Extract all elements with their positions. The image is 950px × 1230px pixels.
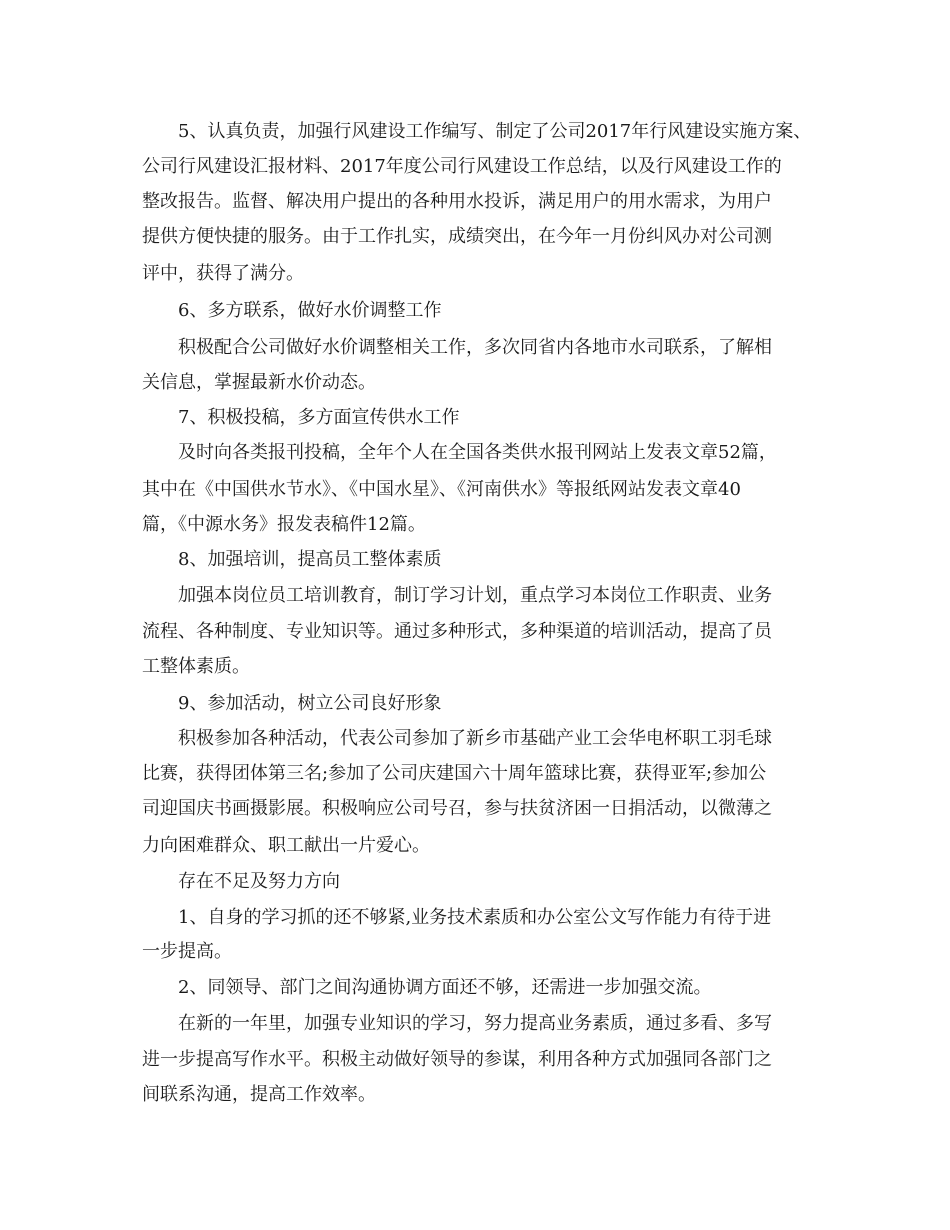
paragraph-9-line-1: 积极参加各种活动，代表公司参加了新乡市基础产业工会华电杯职工羽毛球: [178, 728, 772, 749]
heading-8: 8、加强培训，提高员工整体素质: [178, 549, 442, 570]
paragraph-6-line-2: 关信息，掌握最新水价动态。: [142, 372, 376, 393]
paragraph-5-line-3: 整改报告。监督、解决用户提出的各种用水投诉，满足用户的用水需求，为用户: [142, 191, 772, 212]
section-heading-shortcomings: 存在不足及努力方向: [178, 871, 340, 892]
shortcoming-1-line-2: 一步提高。: [142, 941, 232, 962]
paragraph-7-line-1: 及时向各类报刊投稿，全年个人在全国各类供水报刊网站上发表文章52篇，: [178, 442, 777, 463]
paragraph-8-line-3: 工整体素质。: [142, 656, 250, 677]
paragraph-7-line-3: 篇，《中源水务》报发表稿件12篇。: [142, 514, 426, 535]
heading-9: 9、参加活动，树立公司良好形象: [178, 693, 442, 714]
heading-6: 6、多方联系，做好水价调整工作: [178, 300, 442, 321]
paragraph-8-line-2: 流程、各种制度、专业知识等。通过多种形式，多种渠道的培训活动，提高了员: [142, 621, 772, 642]
paragraph-5-line-2: 公司行风建设汇报材料、2017年度公司行风建设工作总结，以及行风建设工作的: [142, 156, 782, 177]
paragraph-9-line-3: 司迎国庆书画摄影展。积极响应公司号召，参与扶贫济困一日捐活动，以微薄之: [142, 798, 772, 819]
heading-7: 7、积极投稿，多方面宣传供水工作: [178, 407, 460, 428]
shortcoming-2: 2、同领导、部门之间沟通协调方面还不够，还需进一步加强交流。: [178, 977, 712, 998]
shortcoming-1-line-1: 1、自身的学习抓的还不够紧,业务技术素质和办公室公文写作能力有待于进: [178, 907, 772, 928]
paragraph-7-line-2: 其中在《中国供水节水》、《中国水星》、《河南供水》等报纸网站发表文章40: [142, 479, 741, 500]
closing-paragraph-line-2: 进一步提高写作水平。积极主动做好领导的参谋，利用各种方式加强同各部门之: [142, 1049, 772, 1070]
paragraph-5-line-4: 提供方便快捷的服务。由于工作扎实，成绩突出，在今年一月份纠风办对公司测: [142, 226, 772, 247]
paragraph-5-line-5: 评中，获得了满分。: [142, 263, 304, 284]
paragraph-5-line-1: 5、认真负责，加强行风建设工作编写、制定了公司2017年行风建设实施方案、: [178, 121, 812, 142]
closing-paragraph-line-3: 间联系沟通，提高工作效率。: [142, 1084, 376, 1105]
paragraph-8-line-1: 加强本岗位员工培训教育，制订学习计划，重点学习本岗位工作职责、业务: [178, 585, 772, 606]
paragraph-9-line-2: 比赛，获得团体第三名;参加了公司庆建国六十周年篮球比赛，获得亚军;参加公: [142, 763, 767, 784]
closing-paragraph-line-1: 在新的一年里，加强专业知识的学习，努力提高业务素质，通过多看、多写: [178, 1013, 772, 1034]
paragraph-6-line-1: 积极配合公司做好水价调整相关工作，多次同省内各地市水司联系，了解相: [178, 337, 772, 358]
paragraph-9-line-4: 力向困难群众、职工献出一片爱心。: [142, 835, 430, 856]
